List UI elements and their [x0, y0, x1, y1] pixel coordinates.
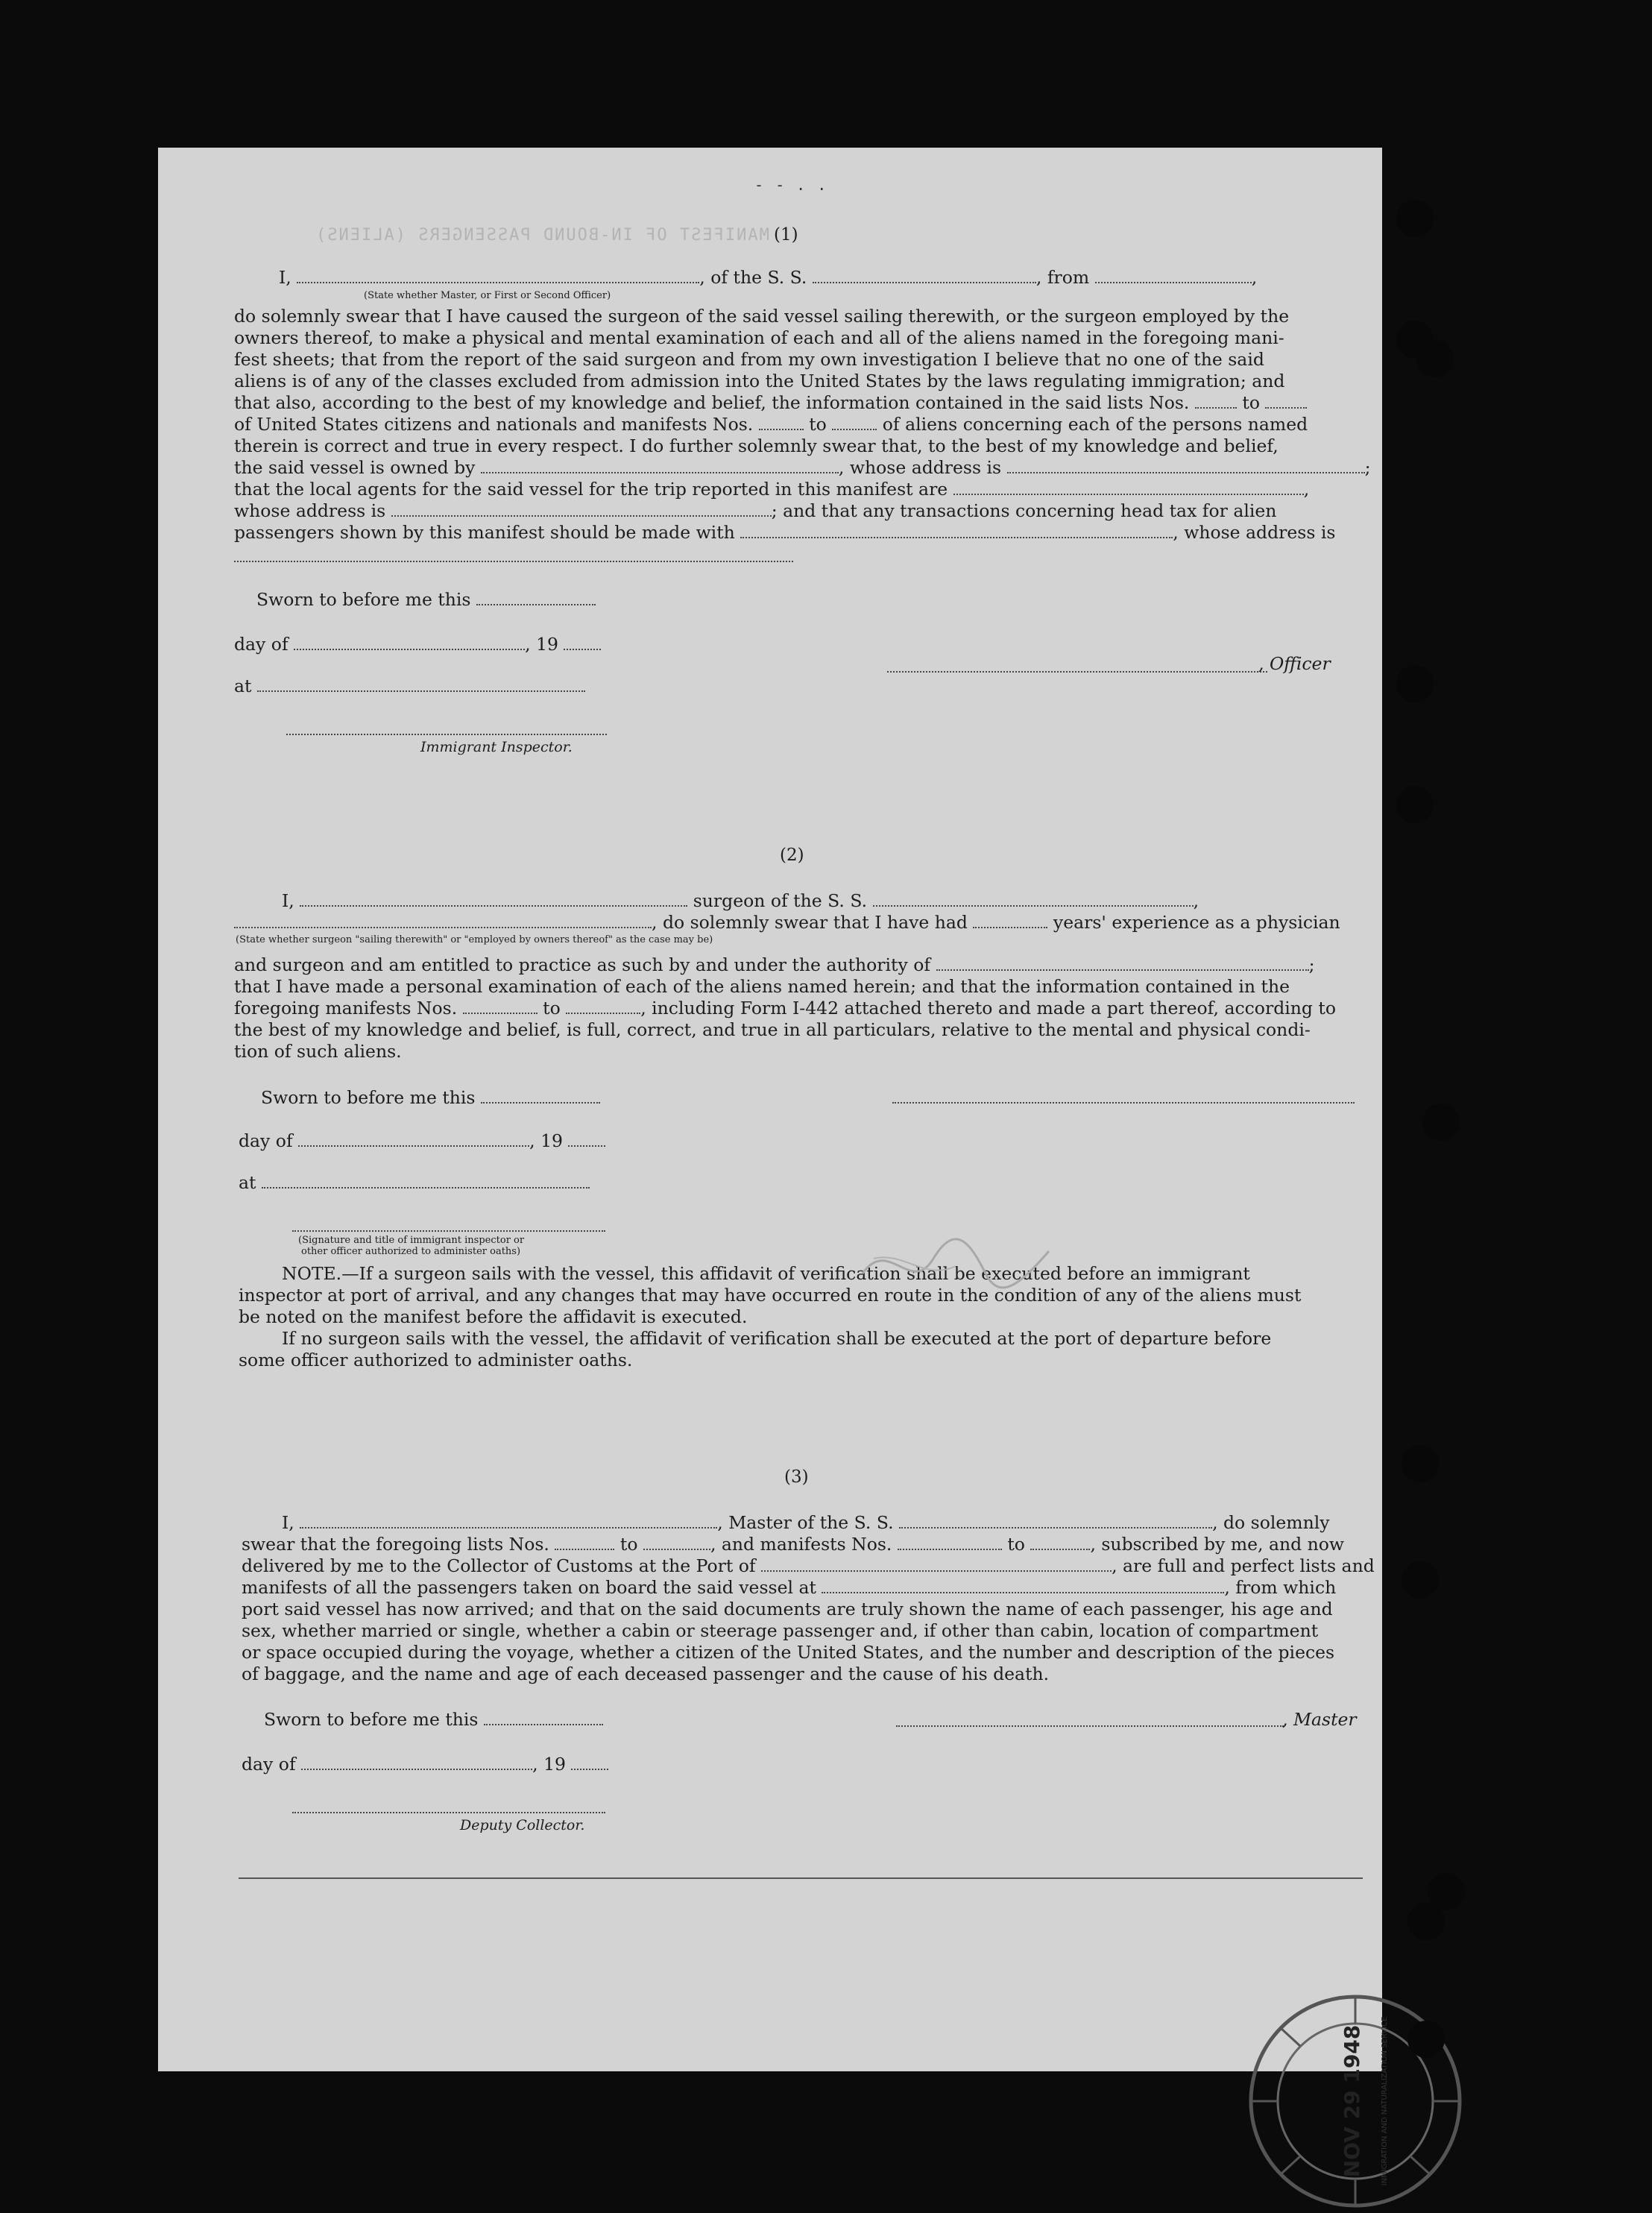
s3-19: , 19 — [532, 1754, 566, 1775]
s1-line-7 — [234, 414, 1308, 435]
s3-sworn-label: Sworn to before me this — [264, 1709, 479, 1730]
s3-l1-a: I, — [282, 1512, 294, 1533]
section-2-number: (2) — [780, 846, 804, 865]
s1-owner-blank[interactable] — [481, 459, 839, 473]
s2-l5-a: foregoing manifests Nos. — [234, 998, 458, 1019]
s3-l1-b: , Master of the S. S. — [717, 1512, 894, 1533]
s3-year-blank[interactable] — [571, 1755, 608, 1770]
punch-hole — [1422, 1104, 1460, 1141]
punch-hole — [1407, 2021, 1445, 2058]
s1-sworn-blank[interactable] — [476, 591, 596, 605]
s2-line-2 — [234, 912, 1340, 934]
s3-line-1 — [282, 1512, 1330, 1534]
s3-collector-signature-line[interactable] — [292, 1812, 605, 1813]
s1-l1-d: , — [1251, 267, 1258, 288]
s3-l3-b: , are full and perfect lists and — [1112, 1555, 1375, 1576]
s2-surgeon-signature-line[interactable] — [892, 1102, 1355, 1104]
s1-l7-b: to — [809, 414, 827, 435]
s1-year-blank[interactable] — [564, 635, 601, 650]
s3-departure-blank[interactable] — [822, 1578, 1224, 1593]
s1-line-8: therein is correct and true in every respect. I do further solemnly swear that, to the best of my knowledge and belief, — [234, 435, 1279, 456]
bottom-rule — [239, 1877, 1363, 1879]
s2-l1-c: , — [1193, 890, 1199, 911]
s2-l5-b: to — [543, 998, 561, 1019]
s2-caption: (State whether surgeon "sailing therewith" or "employed by owners thereof" as the case may be) — [236, 934, 713, 945]
s2-at — [239, 1172, 590, 1194]
s3-l3-a: delivered by me to the Collector of Customs at the Port of — [242, 1555, 756, 1576]
s1-l12-a: passengers shown by this manifest should be made with — [234, 522, 735, 543]
document-page — [158, 148, 1389, 2186]
s1-line-11 — [234, 500, 1276, 522]
s2-line-1 — [282, 890, 1199, 912]
s3-line-3 — [242, 1555, 1375, 1577]
note-line-3: be noted on the manifest before the affidavit is executed. — [239, 1306, 748, 1327]
s2-l2-b: years' experience as a physician — [1053, 912, 1340, 933]
s1-l1-b: , of the S. S. — [699, 267, 807, 288]
s1-line-9 — [234, 457, 1371, 479]
s2-day-blank[interactable] — [298, 1132, 529, 1147]
s1-caption: (State whether Master, or First or Second Officer) — [364, 290, 611, 301]
note-line-2: inspector at port of arrival, and any changes that may have occurred en route in the condition of any of the aliens must — [239, 1285, 1302, 1306]
s2-line-7: tion of such aliens. — [234, 1041, 402, 1062]
s3-l2-e: , subscribed by me, and now — [1090, 1534, 1345, 1555]
s1-sworn-label: Sworn to before me this — [256, 589, 471, 610]
s1-l9-a: the said vessel is owned by — [234, 457, 476, 478]
punch-hole — [1396, 200, 1434, 237]
punch-hole — [1416, 340, 1454, 377]
s1-from-blank[interactable] — [1095, 268, 1252, 283]
s2-years-blank[interactable] — [973, 913, 1047, 928]
s1-line-5: aliens is of any of the classes excluded from admission into the United States by the laws regulating immigration; and — [234, 371, 1285, 391]
note-line-4: If no surgeon sails with the vessel, the affidavit of verification shall be executed at the port of departure before — [282, 1328, 1272, 1349]
s1-l6-b: to — [1242, 392, 1260, 413]
s1-l7-c: of aliens concerning each of the persons named — [882, 414, 1308, 435]
s1-line-4: fest sheets; that from the report of the said surgeon and from my own investigation I believe that no one of the said — [234, 349, 1264, 370]
s3-line-5: port said vessel has now arrived; and that on the said documents are truly shown the name of each passenger, his age and — [242, 1599, 1333, 1619]
s1-l10-a: that the local agents for the said vessel for the trip reported in this manifest are — [234, 479, 948, 500]
s1-officer-signature-line[interactable] — [887, 671, 1267, 673]
s2-l3-b: ; — [1308, 954, 1315, 975]
s2-sig-caption-1: (Signature and title of immigrant inspector or — [298, 1235, 525, 1246]
s1-lists-to-blank[interactable] — [1265, 394, 1307, 409]
s1-l9-b: , whose address is — [838, 457, 1002, 478]
s3-day — [242, 1754, 608, 1775]
punch-hole — [1396, 786, 1434, 823]
s3-manifests-to-blank[interactable] — [1030, 1535, 1090, 1550]
s2-19: , 19 — [529, 1130, 563, 1151]
s1-l10-b: , — [1303, 479, 1310, 500]
s3-master-signature-line[interactable] — [896, 1725, 1284, 1727]
s2-line-6: the best of my knowledge and belief, is full, correct, and true in all particulars, relative to the mental and physical condi- — [234, 1019, 1311, 1040]
s2-line-3 — [234, 954, 1315, 976]
s1-l11-b: ; and that any transactions concerning head tax for alien — [771, 500, 1277, 521]
s2-sworn — [261, 1087, 600, 1109]
s3-l2-c: , and manifests Nos. — [710, 1534, 892, 1555]
s2-day-label: day of — [239, 1130, 293, 1151]
s2-line-4: that I have made a personal examination of each of the aliens named herein; and that the information contained in the — [234, 976, 1290, 997]
s2-l2-a: , do solemnly swear that I have had — [652, 912, 968, 933]
s3-master-blank[interactable] — [300, 1514, 717, 1529]
s2-l1-a: I, — [282, 890, 294, 911]
s1-l11-a: whose address is — [234, 500, 386, 521]
s1-line-10 — [234, 479, 1309, 500]
s3-l4-b: , from which — [1224, 1577, 1337, 1598]
s1-l6-a: that also, according to the best of my knowledge and belief, the information contained in the said lists Nos. — [234, 392, 1190, 413]
punch-hole — [1402, 1561, 1439, 1599]
s1-manifests-to-blank[interactable] — [832, 415, 877, 430]
note-line-5: some officer authorized to administer oaths. — [239, 1350, 633, 1370]
s3-l2-d: to — [1007, 1534, 1025, 1555]
s1-officer-blank[interactable] — [297, 268, 699, 283]
s1-day-label: day of — [234, 634, 289, 655]
s3-vessel-blank[interactable] — [899, 1514, 1212, 1529]
s1-day-blank[interactable] — [294, 635, 525, 650]
s1-l1-a: I, — [279, 267, 291, 288]
s3-line-6: sex, whether married or single, whether a cabin or steerage passenger and, if other than cabin, location of compartment — [242, 1620, 1319, 1641]
s1-l9-c: ; — [1364, 457, 1371, 478]
handwritten-signature-faint — [859, 1229, 1053, 1296]
s1-owner-address-blank[interactable] — [1007, 459, 1365, 473]
s3-line-4 — [242, 1577, 1336, 1599]
s2-surgeon-blank[interactable] — [300, 892, 687, 907]
s1-headtax-blank[interactable] — [740, 523, 1173, 538]
s2-inspector-signature-line[interactable] — [292, 1230, 605, 1232]
s3-l4-a: manifests of all the passengers taken on board the said vessel at — [242, 1577, 816, 1598]
stamp-date: NOV 29 1948 — [1340, 2024, 1364, 2178]
s3-line-2 — [242, 1534, 1344, 1555]
s1-agents-address-blank[interactable] — [391, 502, 772, 517]
s1-at-blank[interactable] — [257, 677, 585, 692]
s2-sworn-blank[interactable] — [481, 1089, 600, 1104]
s1-l12-b: , whose address is — [1173, 522, 1336, 543]
punch-hole — [1407, 1903, 1445, 1940]
s2-l1-b: surgeon of the S. S. — [693, 890, 868, 911]
s3-sworn — [264, 1709, 603, 1731]
s2-sig-caption-2: other officer authorized to administer oaths) — [301, 1246, 521, 1257]
note-line-1: NOTE.—If a surgeon sails with the vessel, this affidavit of verification shall be executed before an immigrant — [282, 1263, 1250, 1284]
s1-inspector-signature-line[interactable] — [286, 734, 607, 735]
s2-l5-c: , including Form I-442 attached thereto and made a part thereof, according to — [640, 998, 1336, 1019]
s1-officer-label: , Officer — [1258, 653, 1331, 674]
s1-manifests-from-blank[interactable] — [759, 415, 804, 430]
s3-sworn-blank[interactable] — [484, 1710, 603, 1725]
s1-lists-from-blank[interactable] — [1195, 394, 1237, 409]
s2-sworn-label: Sworn to before me this — [261, 1087, 476, 1108]
s1-l7-a: of United States citizens and nationals and manifests Nos. — [234, 414, 754, 435]
s2-day — [239, 1130, 605, 1152]
s3-l2-b: to — [620, 1534, 638, 1555]
s2-at-label: at — [239, 1172, 256, 1193]
bleed-through-heading: MANIFEST OF IN-BOUND PASSENGERS (ALIENS) — [315, 226, 769, 245]
s1-sworn — [256, 589, 596, 611]
s2-status-blank[interactable] — [234, 913, 652, 928]
s2-manifests-to-blank[interactable] — [566, 999, 640, 1014]
s1-line-1 — [279, 267, 1257, 289]
s3-day-label: day of — [242, 1754, 296, 1775]
s1-vessel-blank[interactable] — [813, 268, 1036, 283]
s3-master-label: , Master — [1282, 1709, 1357, 1730]
s3-l2-a: swear that the foregoing lists Nos. — [242, 1534, 549, 1555]
s1-address-continuation-line[interactable] — [234, 561, 793, 562]
s2-line-5 — [234, 998, 1336, 1019]
section-1-number: (1) — [774, 225, 798, 245]
s1-inspector-label: Immigrant Inspector. — [420, 739, 573, 755]
s3-port-blank[interactable] — [761, 1557, 1112, 1572]
s3-lists-from-blank[interactable] — [555, 1535, 614, 1550]
s1-line-2: do solemnly swear that I have caused the surgeon of the said vessel sailing therewith, or the surgeon employed by the — [234, 306, 1290, 327]
punch-hole — [1396, 665, 1434, 702]
s3-line-8: of baggage, and the name and age of each deceased passenger and the cause of his death. — [242, 1663, 1050, 1684]
section-3-number: (3) — [784, 1467, 809, 1487]
s1-line-3: owners thereof, to make a physical and mental examination of each and all of the aliens named in the foregoing mani- — [234, 327, 1284, 348]
s1-19: , 19 — [525, 634, 558, 655]
s3-line-7: or space occupied during the voyage, whether a citizen of the United States, and the number and description of the pieces — [242, 1642, 1335, 1663]
s1-day — [234, 634, 601, 655]
s3-manifests-from-blank[interactable] — [898, 1535, 1002, 1550]
s3-day-blank[interactable] — [301, 1755, 532, 1770]
s2-l3-a: and surgeon and am entitled to practice as such by and under the authority of — [234, 954, 931, 975]
s1-at — [234, 676, 585, 697]
s3-collector-label: Deputy Collector. — [460, 1817, 585, 1833]
s1-l1-c: , from — [1035, 267, 1090, 288]
header-marks: - - . . — [754, 176, 828, 194]
s2-authority-blank[interactable] — [936, 956, 1309, 971]
s2-at-blank[interactable] — [262, 1174, 590, 1189]
s3-lists-to-blank[interactable] — [643, 1535, 710, 1550]
s3-l1-c: , do solemnly — [1212, 1512, 1330, 1533]
s2-vessel-blank[interactable] — [873, 892, 1194, 907]
s1-at-label: at — [234, 676, 252, 696]
punch-hole — [1402, 1445, 1439, 1482]
s1-line-6 — [234, 392, 1307, 414]
s2-year-blank[interactable] — [568, 1132, 605, 1147]
stamp-ring-text: INMIGRATION AND NATURALIZATION SERVICE — [1381, 2016, 1389, 2186]
s1-agents-blank[interactable] — [953, 480, 1304, 495]
s2-manifests-from-blank[interactable] — [463, 999, 537, 1014]
s1-line-12 — [234, 522, 1335, 544]
